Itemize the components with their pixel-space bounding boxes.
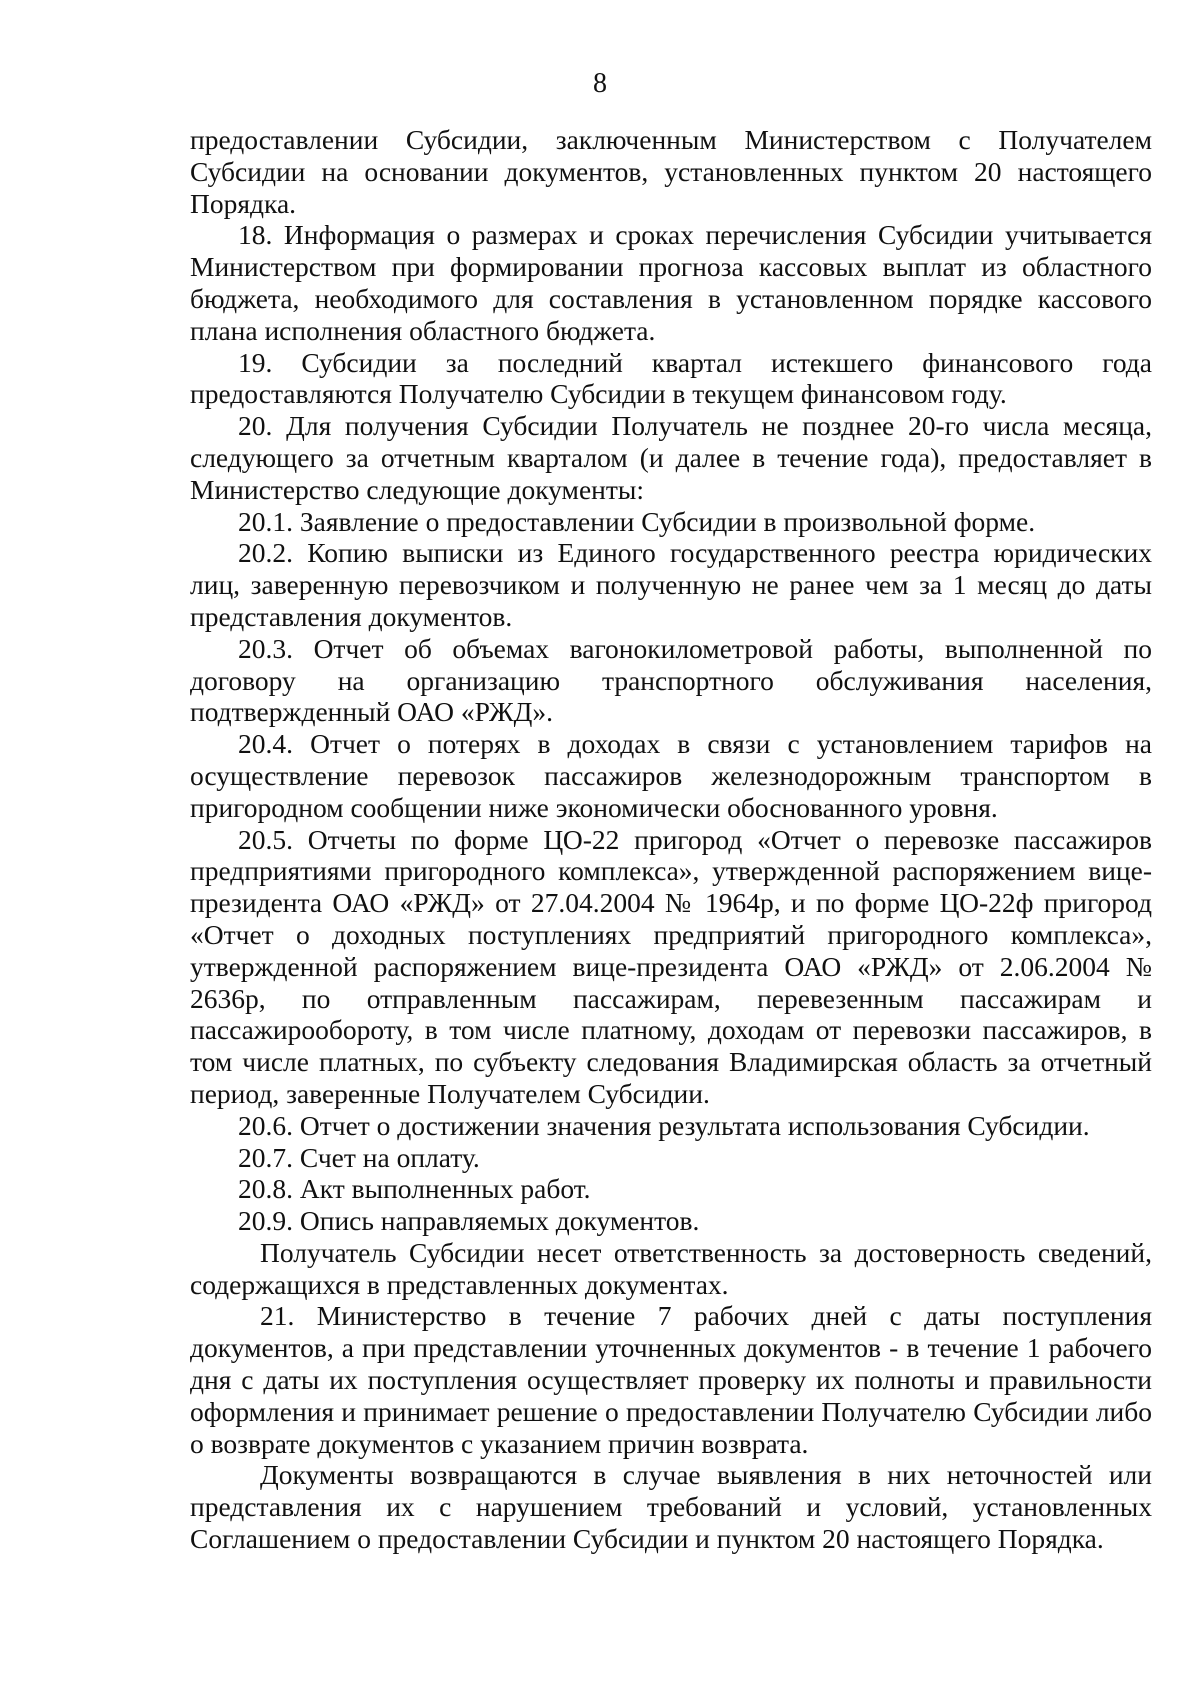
paragraph-continuation: предоставлении Субсидии, заключенным Министерством с Получателем Субсидии на основании документов, установленных пунктом 20 настоящего Порядка. — [190, 124, 1152, 219]
paragraph-20: 20. Для получения Субсидии Получатель не позднее 20-го числа месяца, следующего за отчетным кварталом (и далее в течение года), предоставляет в Министерство следующие документы: — [190, 410, 1152, 505]
paragraph-21: 21. Министерство в течение 7 рабочих дней с даты поступления документов, а при представлении уточненных документов - в течение 1 рабочего дня с даты их поступления осуществляет проверку их полноты и правильности оформления и принимает решение о предоставлении Получателю Субсидии либо о возврате документов с указанием причин возврата. — [190, 1300, 1152, 1459]
paragraph-20-2: 20.2. Копию выписки из Единого государственного реестра юридических лиц, заверенную перевозчиком и полученную не ранее чем за 1 месяц до даты представления документов. — [190, 537, 1152, 632]
paragraph-responsibility: Получатель Субсидии несет ответственность за достоверность сведений, содержащихся в представленных документах. — [190, 1236, 1152, 1300]
paragraph-20-4: 20.4. Отчет о потерях в доходах в связи с установлением тарифов на осуществление перевозок пассажиров железнодорожным транспортом в пригородном сообщении ниже экономически обоснованного уровня. — [190, 728, 1152, 823]
paragraph-20-1: 20.1. Заявление о предоставлении Субсидии в произвольной форме. — [238, 505, 1036, 537]
document-body — [190, 124, 1152, 1555]
paragraph-20-3: 20.3. Отчет об объемах вагонокилометровой работы, выполненной по договору на организацию транспортного обслуживания населения, подтвержденный ОАО «РЖД». — [190, 632, 1152, 728]
paragraph-20-8: 20.8. Акт выполненных работ. — [238, 1173, 591, 1205]
paragraph-20-7: 20.7. Счет на оплату. — [238, 1141, 480, 1173]
paragraph-20-6: 20.6. Отчет о достижении значения результата использования Субсидии. — [238, 1109, 1090, 1141]
paragraph-18: 18. Информация о размерах и сроках перечисления Субсидии учитывается Министерством при формировании прогноза кассовых выплат из областного бюджета, необходимого для составления в установленном порядке кассового плана исполнения областного бюджета. — [190, 219, 1152, 346]
page-number: 8 — [593, 68, 607, 99]
paragraph-20-5: 20.5. Отчеты по форме ЦО-22 пригород «Отчет о перевозке пассажиров предприятиями пригородного комплекса», утвержденной распоряжением вице-президента ОАО «РЖД» от 27.04.2004 № 1964р, и по форме ЦО-22ф пригород «Отчет о доходных поступлениях предприятий пригородного комплекса», утвержденной распоряжением вице-президента ОАО «РЖД» от 2.06.2004 № 2636р, по отправленным пассажирам, перевезенным пассажирам и пассажирообороту, в том числе платному, доходам от перевозки пассажиров, в том числе платных, по субъекту следования Владимирская область за отчетный период, заверенные Получателем Субсидии. — [190, 823, 1152, 1109]
paragraph-19: 19. Субсидии за последний квартал истекшего финансового года предоставляются Получателю Субсидии в текущем финансовом году. — [190, 346, 1152, 410]
paragraph-return: Документы возвращаются в случае выявления в них неточностей или представления их с нарушением требований и условий, установленных Соглашением о предоставлении Субсидии и пунктом 20 настоящего Порядка. — [190, 1459, 1152, 1555]
paragraph-20-9: 20.9. Опись направляемых документов. — [238, 1205, 700, 1237]
